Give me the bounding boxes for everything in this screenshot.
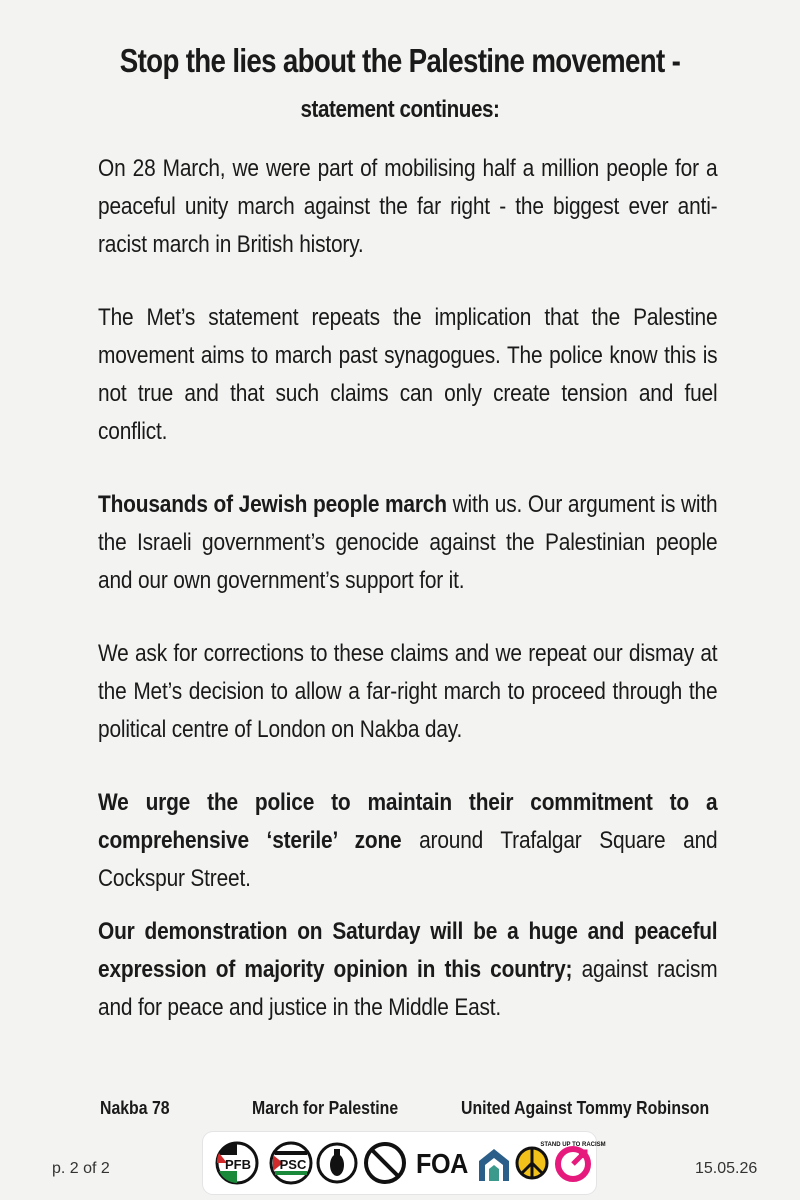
pfb-logo-icon [213,1141,261,1185]
statement-body [98,150,717,1027]
organiser-march-for-palestine: March for Palestine [252,1098,399,1118]
paragraph-sterile-zone-rest: around Trafalgar Square and Cockspur Street. [98,827,718,892]
paragraph-sterile-zone-bold: We urge the police to maintain their commitment to a comprehensive ‘sterile’ zone [98,789,718,854]
psc-logo-icon [267,1141,315,1185]
paragraph-jewish-people [98,486,717,600]
paragraph-corrections: We ask for corrections to these claims and we repeat our dismay at the Met’s decision to allow a far-right march to proceed through the political centre of London on Nakba day. [98,640,718,743]
paragraph-jewish-people-rest: with us. Our argument is with the Israeli government’s genocide against the Palestinian people and our own government’s support for it. [98,491,718,594]
page-number: p. 2 of 2 [52,1160,110,1177]
organiser-uattr: United Against Tommy Robinson [461,1098,710,1118]
paragraph-march: On 28 March, we were part of mobilising half a million people for a peaceful unity march against the far right - the biggest ever anti-racist march in British history. [98,155,718,258]
pfb-logo-text: PFB [225,1157,251,1172]
paragraph-demonstration-rest: against racism and for peace and justice in the Middle East. [98,956,718,1021]
page-subtitle: statement continues: [300,96,500,123]
paragraph-sterile-zone [98,784,717,898]
logo-strip [203,1132,606,1194]
psc-logo-text: PSC [279,1157,307,1172]
page-title: Stop the lies about the Palestine movement - [119,42,681,79]
mosque-logo-icon [475,1141,513,1185]
no-bombs-icon [315,1141,359,1185]
statement-date: 15.05.26 [695,1160,758,1177]
paragraph-met-statement: The Met’s statement repeats the implication that the Palestine movement aims to march past synagogues. The police know this is not true and that such claims can only create tension and fuel conflict. [98,304,718,445]
stand-up-to-racism-logo-icon [540,1137,606,1189]
paragraph-jewish-people-bold: Thousands of Jewish people march [98,491,447,518]
organiser-nakba: Nakba 78 [100,1098,170,1118]
paragraph-demonstration-bold: Our demonstration on Saturday will be a huge and peaceful expression of majority opinion in this country; [98,918,718,983]
paragraph-demonstration [98,913,717,1027]
prohibited-icon [363,1141,407,1185]
suttr-logo-text: STAND UP TO RACISM [540,1142,606,1148]
foa-logo-text: FOA [416,1148,468,1179]
organisers-row [0,1098,800,1128]
